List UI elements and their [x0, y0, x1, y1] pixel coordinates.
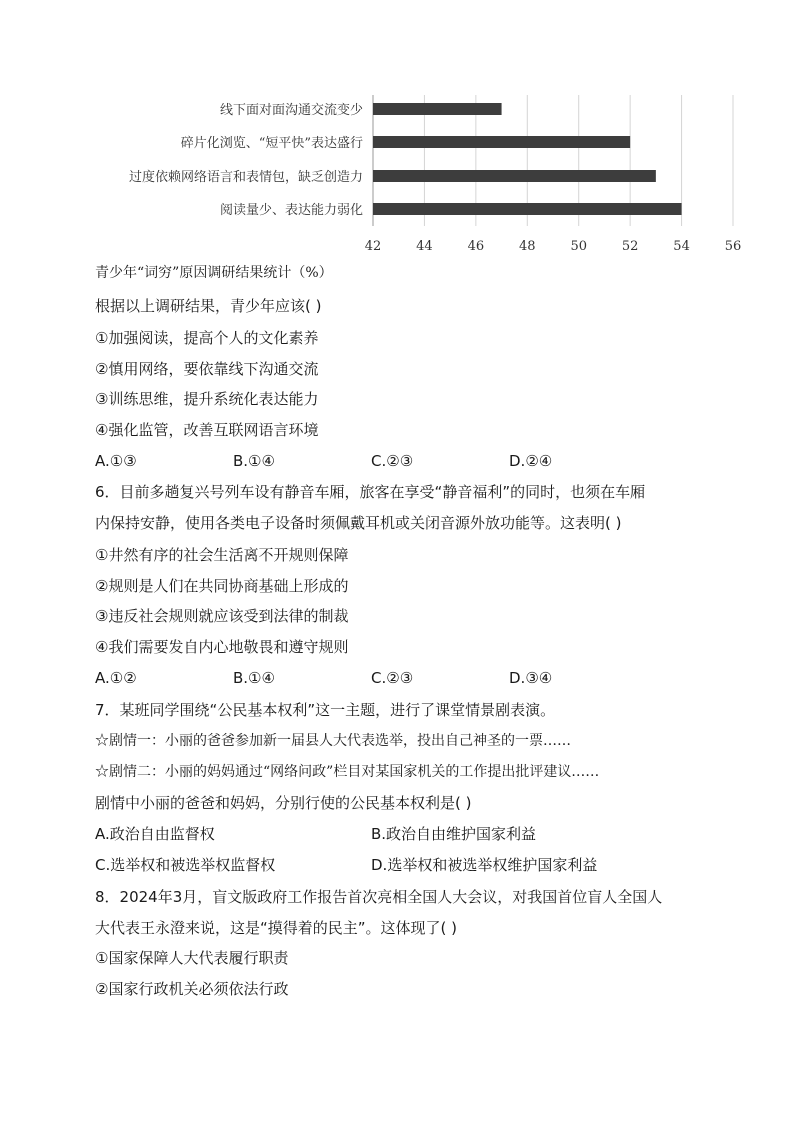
chart-caption: 青少年“词穷”原因调研结果统计（%） [95, 265, 333, 281]
q7-option-a: A.政治自由监督权 [95, 825, 215, 843]
q6-options [95, 668, 695, 688]
x-tick-label: 54 [673, 239, 690, 254]
q7-option-d: D.选举权和被选举权维护国家利益 [371, 856, 598, 874]
bar [373, 136, 630, 148]
q5-options [95, 451, 695, 471]
x-tick-label: 48 [519, 239, 536, 254]
q8-stem-line-2: 大代表王永澄来说，这是“摸得着的民主”。这体现了( ) [95, 919, 458, 937]
q5-stem: 根据以上调研结果，青少年应该( ) [95, 297, 322, 315]
x-tick-label: 50 [570, 239, 587, 254]
x-tick-label: 46 [467, 239, 485, 254]
q5-item-2: ②慎用网络，要依靠线下沟通交流 [95, 360, 319, 378]
q7-options-row-2 [95, 855, 695, 875]
bar [373, 103, 502, 115]
bar-chart [0, 0, 794, 262]
q7-scene-1: ☆剧情一：小丽的爸爸参加新一届县人大代表选举，投出自己神圣的一票…… [95, 733, 571, 749]
q5-item-4: ④强化监管，改善互联网语言环境 [95, 421, 319, 439]
q6-stem-line-2: 内保持安静，使用各类电子设备时须佩戴耳机或关闭音源外放功能等。这表明( ) [95, 514, 622, 532]
q5-option-d: D.②④ [509, 452, 553, 470]
q7-option-b: B.政治自由维护国家利益 [371, 825, 537, 843]
q5-option-c: C.②③ [371, 452, 414, 470]
q6-option-d: D.③④ [509, 669, 553, 687]
q6-item-4: ④我们需要发自内心地敬畏和遵守规则 [95, 638, 349, 656]
q5-item-3: ③训练思维，提升系统化表达能力 [95, 390, 319, 408]
category-label: 线下面对面沟通交流变少 [219, 103, 363, 118]
x-tick-label: 44 [416, 239, 433, 254]
q6-item-3: ③违反社会规则就应该受到法律的制裁 [95, 607, 349, 625]
q6-item-1: ①井然有序的社会生活离不开规则保障 [95, 546, 349, 564]
q5-item-1: ①加强阅读，提高个人的文化素养 [95, 329, 319, 347]
q7-question: 剧情中小丽的爸爸和妈妈，分别行使的公民基本权利是( ) [95, 794, 472, 812]
x-tick-label: 56 [724, 239, 742, 254]
q7-option-c: C.选举权和被选举权监督权 [95, 856, 276, 874]
bar [373, 203, 682, 215]
q5-option-b: B.①④ [233, 452, 275, 470]
q8-item-1: ①国家保障人大代表履行职责 [95, 949, 289, 967]
q6-option-b: B.①④ [233, 669, 275, 687]
category-label: 碎片化浏览、“短平快”表达盛行 [180, 136, 363, 151]
q8-item-2: ②国家行政机关必须依法行政 [95, 980, 289, 998]
x-tick-label: 52 [621, 239, 639, 254]
category-label: 过度依赖网络语言和表情包，缺乏创造力 [128, 170, 363, 185]
q6-item-2: ②规则是人们在共同协商基础上形成的 [95, 577, 349, 595]
q6-option-c: C.②③ [371, 669, 414, 687]
q6-stem-line-1: 6．目前多趟复兴号列车设有静音车厢，旅客在享受“静音福利”的同时，也须在车厢 [95, 483, 646, 501]
q5-option-a: A.①③ [95, 452, 137, 470]
x-tick-label: 42 [364, 239, 382, 254]
bar [373, 170, 656, 182]
q8-stem-line-1: 8．2024年3月，盲文版政府工作报告首次亮相全国人大会议，对我国首位盲人全国人 [95, 888, 663, 906]
q7-stem: 7．某班同学围绕“公民基本权利”这一主题，进行了课堂情景剧表演。 [95, 701, 556, 719]
category-label: 阅读量少、表达能力弱化 [219, 203, 363, 218]
q7-scene-2: ☆剧情二：小丽的妈妈通过“网络问政”栏目对某国家机关的工作提出批评建议…… [95, 764, 600, 780]
q6-option-a: A.①② [95, 669, 137, 687]
q7-options-row-1 [95, 824, 695, 844]
